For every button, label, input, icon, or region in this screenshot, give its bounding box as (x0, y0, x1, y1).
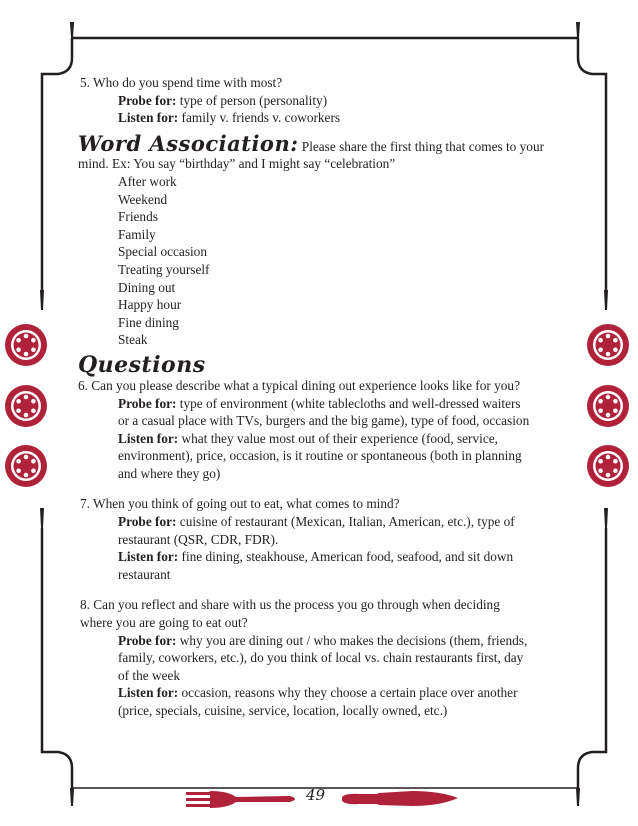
word-association-heading: Word Association: (78, 130, 299, 156)
question-8-cont: where you are going to eat out? (80, 615, 248, 631)
q8-listen-cont: (price, specials, cuisine, service, location, locally owned, etc.) (118, 703, 448, 718)
right-plate-icon-1 (585, 322, 631, 368)
word-association-example: mind. Ex: You say “birthday” and I might say “celebration” (78, 156, 396, 172)
listen-label: Listen for: (118, 430, 179, 446)
q6-listen-cont: environment), price, occasion, is it routine or spontaneous (both in planning (118, 448, 522, 464)
probe-label: Probe for: (118, 395, 177, 411)
questions-heading: Questions (78, 351, 206, 378)
word-item: Dining out (118, 279, 176, 295)
word-item: Steak (118, 332, 148, 348)
q8-listen (80, 684, 570, 702)
listen-label: Listen for: (118, 549, 179, 565)
document-body (80, 74, 570, 720)
word-item: Fine dining (118, 314, 179, 330)
word-association-intro-text: Please share the first thing that comes to your (298, 138, 545, 154)
q6-probe-text: type of environment (white tablecloths and well-dressed waiters (176, 395, 521, 411)
word-item: Friends (118, 209, 158, 225)
q6-probe-cont: or a casual place with TVs, burgers and the big game), type of food, occasion (118, 413, 530, 429)
q6-listen-cont-2: and where they go) (118, 465, 221, 481)
q5-probe (80, 92, 570, 110)
left-plate-icon-1 (3, 322, 49, 368)
probe-label: Probe for: (118, 632, 177, 648)
q8-probe-text: why you are dining out / who makes the decisions (them, friends, (176, 632, 528, 648)
q6-probe (80, 395, 570, 413)
question-5: 5. Who do you spend time with most? (80, 75, 283, 90)
question-7: 7. When you think of going out to eat, what comes to mind? (80, 496, 400, 512)
word-item: Family (118, 226, 156, 242)
word-association-intro (78, 130, 570, 156)
right-plate-icon-3 (585, 443, 631, 489)
q5-probe-text: type of person (personality) (176, 92, 328, 108)
probe-label: Probe for: (118, 92, 177, 108)
listen-label: Listen for: (118, 685, 179, 701)
q8-probe-cont: family, coworkers, etc.), do you think of local vs. chain restaurants first, day (118, 650, 524, 666)
q5-listen (80, 109, 570, 127)
question-8: 8. Can you reflect and share with us the process you go through when deciding (80, 597, 500, 613)
word-item: Treating yourself (118, 261, 210, 277)
q7-listen-cont: restaurant (118, 566, 171, 582)
word-item: After work (118, 173, 177, 189)
probe-label: Probe for: (118, 514, 177, 530)
right-plate-icon-2 (585, 383, 631, 429)
fork-icon (186, 791, 295, 808)
q7-listen-text: fine dining, steakhouse, American food, seafood, and sit down (178, 549, 514, 565)
q6-listen (80, 430, 570, 448)
question-6: 6. Can you please describe what a typical dining out experience looks like for you? (78, 377, 520, 393)
q7-probe-text: cuisine of restaurant (Mexican, Italian, American, etc.), type of (176, 514, 515, 530)
q6-listen-text: what they value most out of their experience (food, service, (178, 430, 498, 446)
word-item: Weekend (118, 191, 168, 207)
q8-probe-cont-2: of the week (118, 667, 181, 683)
listen-label: Listen for: (118, 110, 179, 126)
page-number: 49 (306, 786, 326, 804)
q7-probe-cont: restaurant (QSR, CDR, FDR). (118, 531, 279, 547)
q5-listen-text: family v. friends v. coworkers (178, 110, 341, 126)
q7-listen (80, 548, 570, 566)
word-item: Happy hour (118, 297, 182, 313)
q8-probe (80, 632, 570, 650)
word-item: Special occasion (118, 244, 207, 260)
knife-icon (342, 791, 458, 806)
q8-listen-text: occasion, reasons why they choose a certain place over another (178, 685, 518, 701)
left-plate-icon-3 (3, 443, 49, 489)
left-plate-icon-2 (3, 383, 49, 429)
q7-probe (80, 513, 570, 531)
